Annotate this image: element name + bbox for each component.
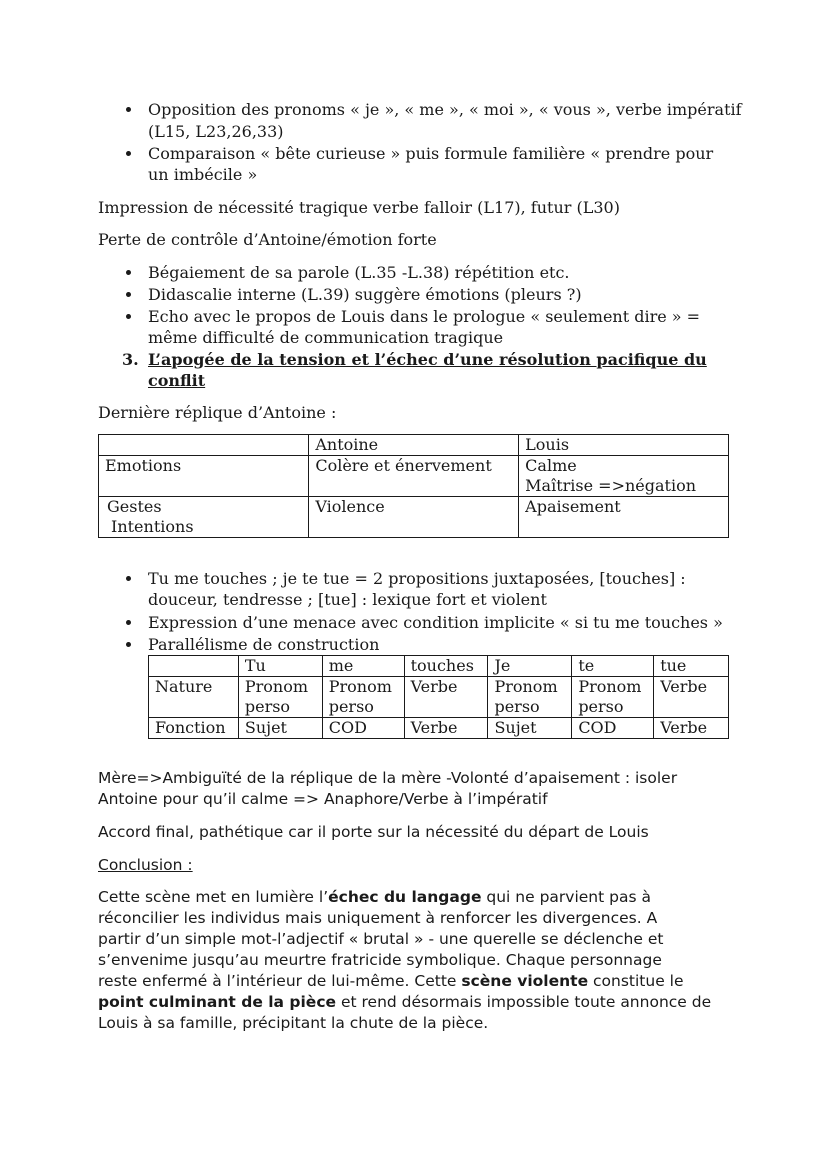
table-cell: [149, 656, 239, 677]
conclusion-line: [98, 992, 711, 1013]
table-cell: Apaisement: [519, 497, 729, 538]
bullet-text: Echo avec le propos de Louis dans le prologue « seulement dire » =: [148, 307, 701, 326]
table-row: [149, 677, 729, 718]
paragraph-mere-cont: Antoine pour qu’il calme => Anaphore/Verbe à l’impératif: [98, 790, 548, 808]
bullet-dot: [126, 642, 131, 647]
conclusion-text: constitue le: [588, 972, 684, 990]
bullet-dot: [126, 576, 131, 581]
conclusion-text: Cette scène met en lumière l’: [98, 888, 329, 906]
conclusion-line: [98, 887, 651, 908]
table-header: Tu: [238, 656, 322, 677]
cell-line: Intentions: [111, 517, 194, 536]
table-parallelisme: [148, 655, 729, 739]
table-cell: [99, 497, 309, 538]
paragraph-accord-final: Accord final, pathétique car il porte sur la nécessité du départ de Louis: [98, 823, 649, 841]
bullet-text: Tu me touches ; je te tue = 2 propositions juxtaposées, [touches] :: [148, 569, 686, 588]
table-cell: [488, 677, 572, 718]
conclusion-text: qui ne parvient pas à: [481, 888, 651, 906]
section-number: 3.: [122, 350, 139, 369]
cell-line: Calme: [525, 456, 577, 475]
bullet-text: Didascalie interne (L.39) suggère émotions (pleurs ?): [148, 285, 582, 304]
conclusion-emphasis: point culminant de la pièce: [98, 993, 337, 1011]
cell-line: perso: [244, 697, 291, 716]
cell-line: Verbe: [410, 677, 458, 696]
table-header: me: [322, 656, 404, 677]
conclusion-line: réconcilier les individus mais uniquement à renforcer les divergences. A: [98, 909, 658, 927]
table-cell: Colère et énervement: [309, 456, 519, 497]
bullet-dot: [126, 292, 131, 297]
conclusion-line: Louis à sa famille, précipitant la chute de la pièce.: [98, 1014, 489, 1032]
bullet-dot: [126, 151, 131, 156]
table-row: [149, 718, 729, 739]
table-cell: [519, 456, 729, 497]
paragraph-necessite: Impression de nécessité tragique verbe falloir (L17), futur (L30): [98, 198, 620, 217]
table-header: touches: [404, 656, 488, 677]
table-row: [99, 497, 729, 538]
table-cell: [99, 435, 309, 456]
conclusion-line: partir d’un simple mot-l’adjectif « brutal » - une querelle se déclenche et: [98, 930, 664, 948]
table-cell: Sujet: [238, 718, 322, 739]
bullet-dot: [126, 270, 131, 275]
cell-line: Pronom: [244, 677, 309, 696]
conclusion-emphasis: échec du langage: [328, 888, 482, 906]
section-heading: L’apogée de la tension et l’échec d’une résolution pacifique du: [148, 350, 707, 369]
table-header: Je: [488, 656, 572, 677]
table-cell: [404, 677, 488, 718]
table-cell: [572, 677, 654, 718]
table-cell: COD: [572, 718, 654, 739]
bullet-dot: [126, 107, 131, 112]
cell-line: Gestes: [107, 497, 162, 516]
cell-line: Pronom: [328, 677, 392, 696]
table-row: [149, 656, 729, 677]
table-header: te: [572, 656, 654, 677]
bullet-text-cont: un imbécile »: [148, 165, 258, 184]
table-row: [99, 456, 729, 497]
paragraph-perte-controle: Perte de contrôle d’Antoine/émotion forte: [98, 230, 437, 249]
conclusion-text: et rend désormais impossible toute annonce de: [336, 993, 712, 1011]
cell-line: Verbe: [660, 677, 708, 696]
table-cell: Verbe: [654, 718, 729, 739]
conclusion-text: reste enfermé à l’intérieur de lui-même. Cette: [98, 972, 462, 990]
bullet-text: Opposition des pronoms « je », « me », « moi », « vous », verbe impératif: [148, 100, 742, 119]
cell-line: perso: [328, 697, 374, 716]
table-row-label: Fonction: [149, 718, 239, 739]
table-cell: COD: [322, 718, 404, 739]
conclusion-emphasis: scène violente: [461, 972, 589, 990]
bullet-text: Parallélisme de construction: [148, 635, 380, 654]
bullet-dot: [126, 314, 131, 319]
cell-line: perso: [578, 697, 624, 716]
table-header: tue: [654, 656, 729, 677]
table-row-label: Nature: [149, 677, 239, 718]
cell-line: Maîtrise =>négation: [525, 476, 697, 495]
table-cell: Violence: [309, 497, 519, 538]
table-header-antoine: Antoine: [309, 435, 519, 456]
table-cell: [238, 677, 322, 718]
section-heading-cont: conflit: [148, 371, 206, 390]
bullet-text-cont: (L15, L23,26,33): [148, 122, 284, 141]
cell-line: Pronom: [578, 677, 642, 696]
table-cell: Sujet: [488, 718, 572, 739]
conclusion-line: s’envenime jusqu’au meurtre fratricide symbolique. Chaque personnage: [98, 951, 662, 969]
table-cell: [654, 677, 729, 718]
table-cell: [322, 677, 404, 718]
table-cell: Verbe: [404, 718, 488, 739]
bullet-text: Expression d’une menace avec condition implicite « si tu me touches »: [148, 613, 723, 632]
table-header-louis: Louis: [519, 435, 729, 456]
table-row: [99, 435, 729, 456]
bullet-text-cont: même difficulté de communication tragique: [148, 328, 504, 347]
bullet-text-cont: douceur, tendresse ; [tue] : lexique fort et violent: [148, 590, 547, 609]
cell-line: Pronom: [494, 677, 558, 696]
paragraph-mere: Mère=>Ambiguïté de la réplique de la mère -Volonté d’apaisement : isoler: [98, 769, 678, 787]
bullet-dot: [126, 620, 131, 625]
cell-line: perso: [494, 697, 540, 716]
conclusion-title: Conclusion :: [98, 856, 193, 874]
table-emotions: [98, 434, 729, 538]
bullet-text: Bégaiement de sa parole (L.35 -L.38) répétition etc.: [148, 263, 570, 282]
bullet-text: Comparaison « bête curieuse » puis formule familière « prendre pour: [148, 144, 714, 163]
conclusion-line: [98, 971, 684, 992]
paragraph-derniere-replique: Dernière réplique d’Antoine :: [98, 403, 337, 422]
table-cell: Emotions: [99, 456, 309, 497]
